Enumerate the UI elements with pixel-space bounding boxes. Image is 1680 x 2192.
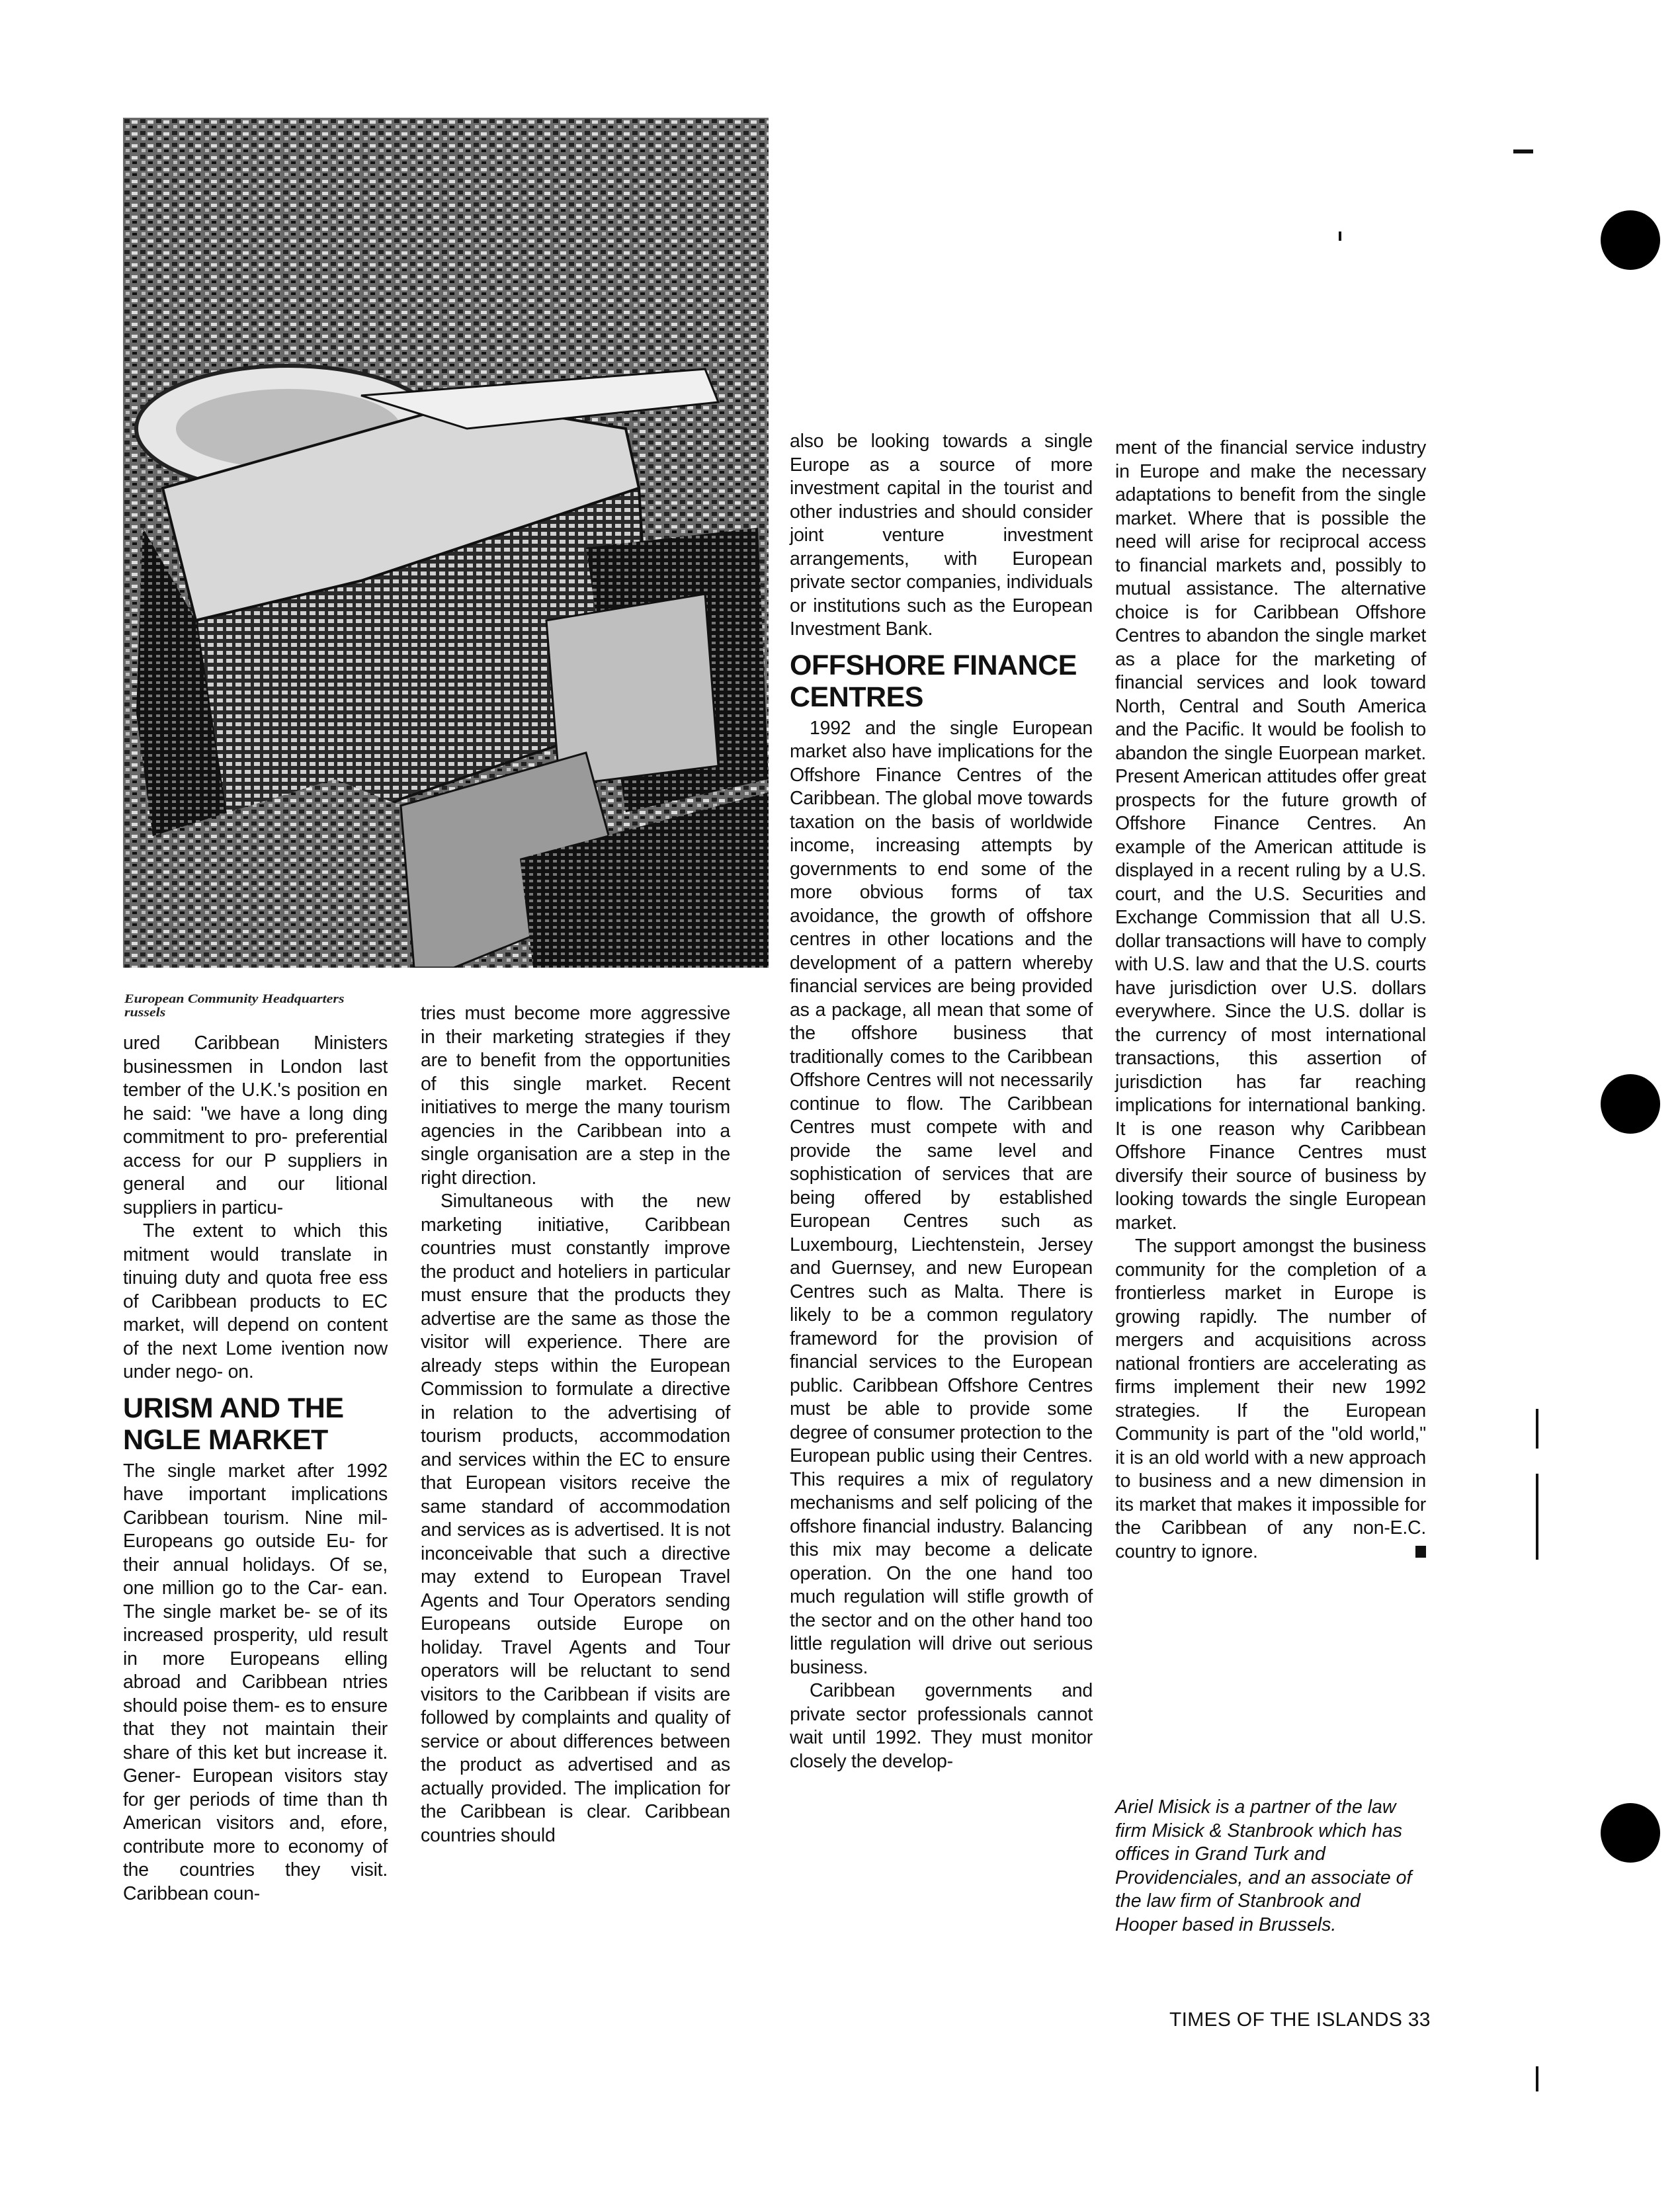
paragraph (1115, 1235, 1426, 1564)
section-heading-offshore: OFFSHORE FINANCE CENTRES (790, 649, 1077, 713)
paragraph: also be looking towards a single Europe as a source of more investment capital in the tourist and other industries and should consider joint venture investment arrangements, with European private sector companies, individuals or institutions such as the European Investment Bank. (790, 431, 1093, 640)
article-column-2 (421, 1002, 730, 1847)
paragraph: 1992 and the single European market also have implications for the Offshore Finance Centres of the Caribbean. The global move towards taxation on the basis of worldwide income, increasing attempts by governments to end some of the more obvious forms of tax avoidance, the growth of offshore centres in other locations and the development of a pattern whereby financial services are being provided as a package, all mean that some of the offshore business that traditionally comes to the Caribbean Offshore Centres will not necessarily continue to flow. The Caribbean Centres must compete with and provide the same level and sophistication of services that are being offered by established European Centres such as Luxembourg, Liechtenstein, Jersey and Guernsey, and new European Centres such as Malta. There is likely to be a common regulatory frameword for the provision of financial services to the European public. Caribbean Offshore Centres must be able to provide some degree of consumer protection to the European public using their Centres. This requires a mix of regulatory mechanisms and self policing of the offshore financial industry. Balancing this mix may become a delicate operation. On the one hand too much regulation will stifle growth of the sector and on the other hand too little regulation will drive out serious business. (790, 717, 1093, 1678)
photo-caption: European Community Headquarters russels (124, 991, 345, 1019)
paragraph: The single market after 1992 have important implications Caribbean tourism. Nine mil- Europeans go outside Eu- for their annual holidays. Of se, one million go to the Car- ean. The single market be- se of its increased prosperity, uld result in more Europeans elling abroad and Caribbean ntries should poise them- es to ensure that they not maintain their share of this ket but increase it. Gener- European visitors stay for ger periods of time than th American visitors and, efore, contribute more to economy of the countries they visit. Caribbean coun- (123, 1460, 388, 1904)
paragraph: Caribbean governments and private sector professionals cannot wait until 1992. They must monitor closely the develop- (790, 1680, 1093, 1772)
article-column-4 (1115, 437, 1426, 1564)
paragraph-text: The support amongst the business community for the completion of a frontierless market in Europe is growing rapidly. The number of mergers and acquisitions across national frontiers are accelerating as firms implement their new 1992 strategies. If the European Community is part of the "old world," it is an old world with a new approach to business and a new dimension in its market that makes it impossible for the Caribbean of any non-E.C. country to ignore. (1115, 1236, 1426, 1562)
article-column-1 (123, 1032, 388, 1906)
paragraph: tries must become more aggressive in their marketing strategies if they are to benefit from the opportunities of this single market. Recent initiatives to merge the many tourism agencies in the Caribbean into a single organisation are a step in the right direction. (421, 1003, 730, 1189)
paragraph: ured Caribbean Ministers businessmen in London last tember of the U.K.'s position en he said: "we have a long ding commitment to pro- preferential access for our P suppliers in general and our litional suppliers in particu- (123, 1033, 388, 1218)
scan-mark (1513, 149, 1533, 153)
ec-headquarters-photo (123, 118, 769, 968)
paragraph: The extent to which this mitment would translate in tinuing duty and quota free ess of Caribbean products to EC market, will depend on content of the next Lome ivention now under nego- on. (123, 1220, 388, 1382)
scan-mark (1536, 1474, 1538, 1560)
page-footer: TIMES OF THE ISLANDS 33 (1169, 2009, 1431, 2031)
scan-mark (1339, 232, 1341, 241)
scan-mark (1536, 2066, 1538, 2091)
aerial-building-image (123, 118, 769, 968)
end-of-article-mark (1415, 1546, 1426, 1558)
author-byline: Ariel Misick is a partner of the law firm Misick & Stanbrook which has offices in Grand Turk and Providenciales, and an associate of the law firm of Stanbrook and Hooper based in Brussels. (1115, 1796, 1412, 1935)
article-column-3 (790, 430, 1093, 1773)
paragraph: ment of the financial service industry in Europe and make the necessary adaptations to benefit from the single market. Where that is possible the need will arise for reciprocal access to financial markets and, possibly to mutual assistance. The alternative choice is for Caribbean Offshore Centres to abandon the single market as a place for the marketing of financial services and look toward North, Central and South America and the Pacific. It would be foolish to abandon the single Euorpean market. Present American attitudes offer great prospects for the future growth of Offshore Finance Centres. An example of the American attitude is displayed in a recent ruling by a U.S. court, and the U.S. Securities and Exchange Commission that all U.S. dollar transactions will have to comply with U.S. law and that the U.S. courts have jurisdiction over U.S. dollars everywhere. Since the U.S. dollar is the currency of most international transactions, this assertion of jurisdiction has far reaching implications for international banking. It is one reason why Caribbean Offshore Finance Centres must diversify their source of business by looking towards the single European market. (1115, 437, 1426, 1234)
punch-hole (1601, 1803, 1660, 1863)
scan-mark (1536, 1409, 1538, 1449)
punch-hole (1601, 1074, 1660, 1134)
punch-hole (1601, 210, 1660, 270)
section-heading-tourism: URISM AND THE NGLE MARKET (123, 1392, 344, 1456)
paragraph: Simultaneous with the new marketing initiative, Caribbean countries must constantly improve the product and hoteliers in particular must ensure that the products they advertise are the same as those the visitor will experience. There are already steps within the European Commission to formulate a directive in relation to the advertising of tourism products, accommodation and services within the EC to ensure that European visitors receive the same standard of accommodation and services as is advertised. It is not inconceivable that such a directive may extend to European Travel Agents and Tour Operators sending Europeans outside Europe on holiday. Travel Agents and Tour operators will be reluctant to send visitors to the Caribbean if visits are followed by complaints and quality of service or about differences between the product as advertised and as actually provided. The implication for the Caribbean is clear. Caribbean countries should (421, 1191, 730, 1846)
